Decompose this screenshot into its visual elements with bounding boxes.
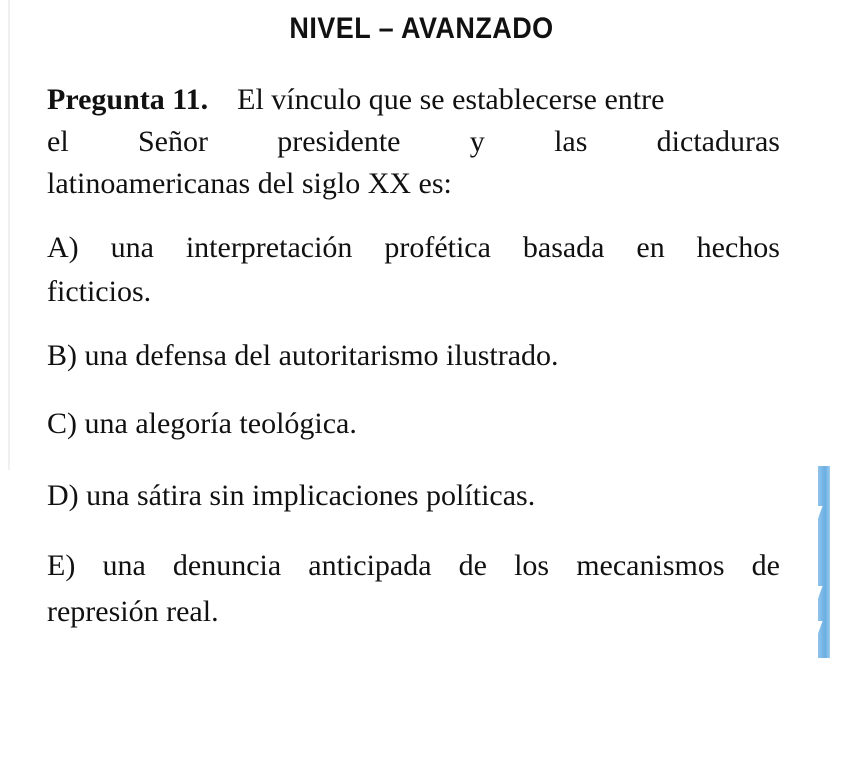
option-word: profética	[384, 231, 491, 264]
question-word: dictaduras	[656, 125, 780, 158]
option-c[interactable]: C) una alegoría teológica.	[47, 407, 357, 440]
option-word: A)	[47, 231, 79, 264]
option-d[interactable]: D) una sátira sin implicaciones políticas.	[47, 479, 536, 512]
question-word: y	[469, 125, 485, 158]
level-heading: NIVEL – AVANZADO	[289, 12, 554, 45]
option-word: de	[458, 549, 487, 582]
question-word: las	[554, 125, 588, 158]
page-left-edge	[8, 0, 10, 470]
question-number-label: Pregunta 11.	[47, 83, 209, 116]
option-word: interpretación	[185, 231, 353, 264]
question-line-2	[47, 124, 780, 160]
option-word: anticipada	[308, 549, 432, 582]
option-word: E)	[47, 549, 76, 582]
bar-notch	[812, 506, 822, 520]
option-word: de	[751, 549, 780, 582]
option-word: mecanismos	[576, 549, 725, 582]
bar-notch	[812, 621, 822, 635]
option-word: en	[636, 231, 665, 264]
option-word: una	[102, 549, 146, 582]
question-word: presidente	[277, 125, 401, 158]
question-line-3: latinoamericanas del siglo XX es:	[47, 167, 452, 200]
option-word: denuncia	[172, 549, 282, 582]
option-word: los	[514, 549, 550, 582]
option-a-line-2: ficticios.	[47, 275, 152, 308]
question-text-line-1: El vínculo que se establecerse entre	[237, 83, 665, 116]
option-e-line-1	[47, 548, 780, 584]
question-line-1	[47, 82, 780, 118]
option-e-line-2: represión real.	[47, 595, 219, 628]
option-b[interactable]: B) una defensa del autoritarismo ilustrado.	[47, 339, 559, 372]
question-word: Señor	[137, 125, 208, 158]
bar-notch	[812, 586, 822, 600]
question-word: el	[47, 125, 69, 158]
option-word: hechos	[696, 231, 780, 264]
option-a-line-1	[47, 230, 780, 266]
option-word: basada	[522, 231, 605, 264]
option-word: una	[110, 231, 154, 264]
scroll-indicator-bar	[818, 466, 830, 658]
